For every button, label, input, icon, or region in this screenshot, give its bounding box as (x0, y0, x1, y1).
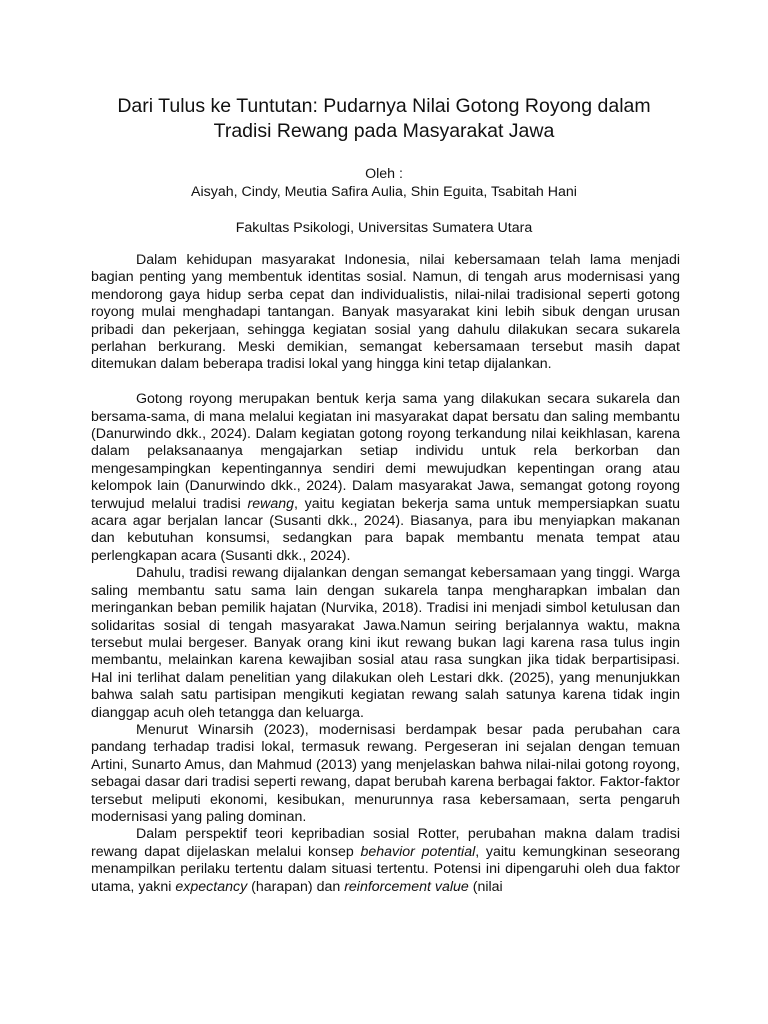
paragraph-text: , yaitu kemungkinan seseorang menampilkan perilaku tertentu dalam situasi tertentu. Potensi ini dipengaruhi oleh dua faktor utama, yakni (91, 843, 680, 895)
title-line-1: Dari Tulus ke Tuntutan: Pudarnya Nilai Gotong Royong dalam (117, 95, 651, 117)
paragraph-text: , yaitu kegiatan bekerja sama untuk mempersiapkan suatu acara agar berjalan lancar (Susanti dkk., 2024). Biasanya, para ibu menyiapkan makanan dan kebutuhan konsumsi, sedangkan para bapak membantu menata tempat atau perlengkapan acara (Susanti dkk., 2024). (91, 495, 680, 564)
italic-term: rewang (247, 495, 295, 512)
paragraph-text: (harapan) dan (247, 878, 345, 895)
author-list: Aisyah, Cindy, Meutia Safira Aulia, Shin Eguita, Tsabitah Hani (191, 184, 577, 200)
paragraph-rotter-theory (91, 826, 680, 896)
italic-term: expectancy (175, 878, 248, 895)
byline-label: Oleh : (365, 166, 403, 182)
paragraph-text: Dalam kehidupan masyarakat Indonesia, nilai kebersamaan telah lama menjadi bagian penting yang membentuk identitas sosial. Namun, di tengah arus modernisasi yang mendorong gaya hidup serba cepat dan individualistis, nilai-nilai tradisional seperti gotong royong mulai menghadapi tantangan. Banyak masyarakat kini lebih sibuk dengan urusan pribadi dan pekerjaan, sehingga kegiatan sosial yang dahulu dilakukan secara sukarela perlahan berkurang. Meski demikian, semangat kebersamaan tersebut masih dapat ditemukan dalam beberapa tradisi lokal yang hingga kini tetap dijalankan. (91, 252, 680, 373)
title-line-2: Tradisi Rewang pada Masyarakat Jawa (213, 120, 555, 142)
paragraph-modernization (91, 722, 680, 826)
italic-term: reinforcement value (344, 878, 469, 895)
paragraph-text: Dahulu, tradisi rewang dijalankan dengan semangat kebersamaan yang tinggi. Warga saling membantu satu sama lain dengan sukarela tanpa mengharapkan imbalan dan meringankan beban pemilik hajatan (Nurvika, 2018). Tradisi ini menjadi simbol ketulusan dan solidaritas sosial di tengah masyarakat Jawa.Namun seiring berjalannya waktu, makna tersebut mulai bergeser. Banyak orang kini ikut rewang bukan lagi karena rasa tulus ingin membantu, melainkan karena kewajiban sosial atau rasa sungkan jika tidak berpartisipasi. Hal ini terlihat dalam penelitian yang dilakukan oleh Lestari dkk. (2025), yang menunjukkan bahwa salah satu partisipan mengikuti kegiatan rewang salah satunya karena tidak ingin dianggap acuh oleh tetangga dan keluarga. (91, 565, 680, 721)
italic-term: behavior potential (360, 843, 476, 860)
paragraph-text: Gotong royong merupakan bentuk kerja sama yang dilakukan secara sukarela dan bersama-sama, di mana melalui kegiatan ini masyarakat dapat bersatu dan saling membantu (Danurwindo dkk., 2024). Dalam kegiatan gotong royong terkandung nilai keikhlasan, karena dalam pelaksanaanya mengajarkan setiap individu untuk rela berkorban dan mengesampingkan kepentingannya sendiri demi mewujudkan kepentingan orang atau kelompok lain (Danurwindo dkk., 2024). Dalam masyarakat Jawa, semangat gotong royong terwujud melalui tradisi (91, 391, 680, 512)
affiliation: Fakultas Psikologi, Universitas Sumatera Utara (235, 220, 533, 236)
paragraph-intro (91, 252, 680, 374)
paper-title (0, 94, 768, 144)
paragraph-text: Dalam perspektif teori kepribadian sosial Rotter, perubahan makna dalam tradisi rewang dapat dijelaskan melalui konsep (91, 826, 680, 860)
body-text (91, 252, 680, 896)
paragraph-text: Menurut Winarsih (2023), modernisasi berdampak besar pada perubahan cara pandang terhadap tradisi lokal, termasuk rewang. Pergeseran ini sejalan dengan temuan Artini, Sunarto Amus, dan Mahmud (2013) yang menjelaskan bahwa nilai-nilai gotong royong, sebagai dasar dari tradisi seperti rewang, dapat berubah karena berbagai faktor. Faktor-faktor tersebut meliputi ekonomi, kesibukan, menurunnya rasa kebersamaan, serta pengaruh modernisasi yang paling dominan. (91, 721, 680, 825)
paragraph-gotong-royong (91, 391, 680, 565)
paragraph-rewang-history (91, 565, 680, 722)
paragraph-text: (nilai (468, 878, 503, 895)
byline (0, 165, 768, 201)
